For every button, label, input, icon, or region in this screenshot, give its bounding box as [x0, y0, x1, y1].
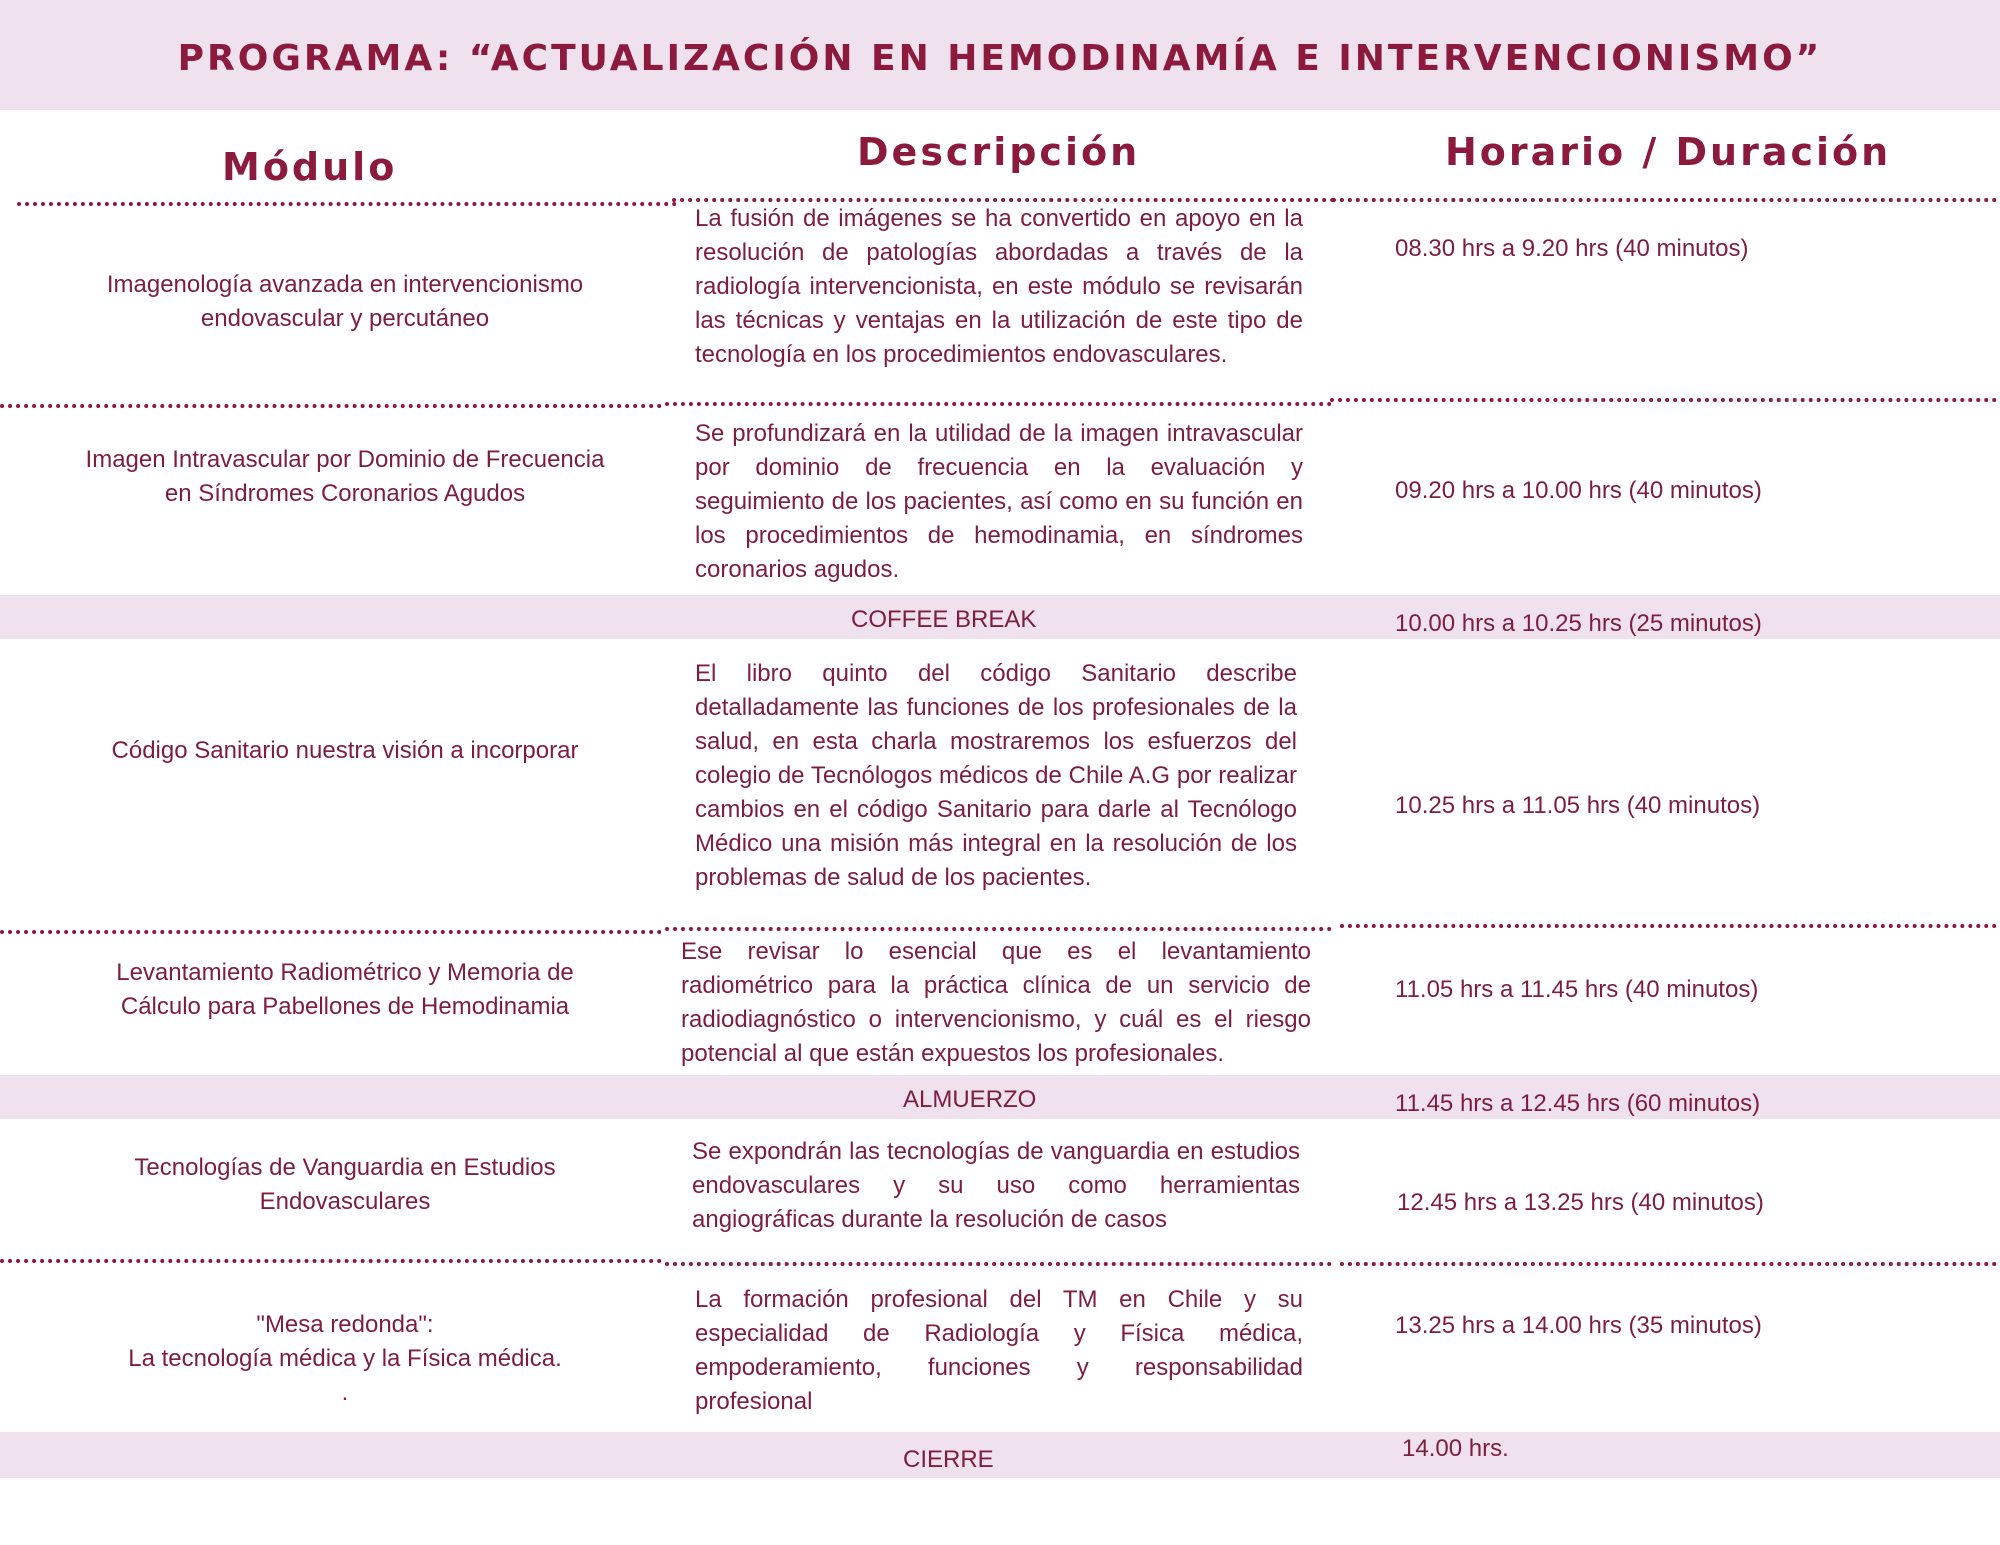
divider-header-module: [17, 202, 677, 206]
closing-band: [0, 1432, 2000, 1478]
divider-row4-module: [0, 930, 662, 934]
divider-row1-description: [665, 402, 1332, 406]
page-title: PROGRAMA: “ACTUALIZACIÓN EN HEMODINAMÍA E INTERVENCIONISMO”: [177, 38, 1823, 79]
closing-label: CIERRE: [903, 1446, 994, 1473]
module-name: Levantamiento Radiométrico y Memoria de Cálculo para Pabellones de Hemodinamia: [116, 959, 574, 1020]
module-schedule: 12.45 hrs a 13.25 hrs (40 minutos): [1397, 1189, 1764, 1216]
closing-schedule: 14.00 hrs.: [1402, 1435, 1509, 1462]
divider-header-schedule: [1332, 198, 1997, 202]
divider-row6-description: [665, 1262, 1332, 1266]
module-schedule: 13.25 hrs a 14.00 hrs (35 minutos): [1395, 1312, 1762, 1339]
module-schedule: 10.25 hrs a 11.05 hrs (40 minutos): [1395, 792, 1761, 819]
divider-row4-description: [665, 927, 1332, 931]
module-description: Ese revisar lo esencial que es el levantamiento radiométrico para la práctica clínica de un servicio de radiodiagnóstico o intervencionismo, y cuál es el riesgo potencial al que están expuestos los profesionales.: [681, 938, 1311, 1067]
module-description: Se expondrán las tecnologías de vanguardia en estudios endovasculares y su uso como herramientas angiográficas durante la resolución de casos: [692, 1138, 1300, 1233]
lunch-schedule: 11.45 hrs a 12.45 hrs (60 minutos): [1395, 1090, 1761, 1117]
module-description: La formación profesional del TM en Chile y su especialidad de Radiología y Física médica, empoderamiento, funciones y responsabilidad profesional: [695, 1286, 1303, 1415]
divider-row1-schedule: [1330, 398, 1997, 402]
module-schedule: 09.20 hrs a 10.00 hrs (40 minutos): [1395, 477, 1762, 504]
header-module: Módulo: [222, 145, 398, 189]
lunch-label: ALMUERZO: [903, 1086, 1037, 1113]
divider-row6-schedule: [1340, 1262, 1997, 1266]
divider-row1-module: [0, 404, 662, 408]
module-name: Código Sanitario nuestra visión a incorporar: [111, 737, 579, 764]
coffee-break-schedule: 10.00 hrs a 10.25 hrs (25 minutos): [1395, 610, 1762, 637]
coffee-break-label: COFFEE BREAK: [851, 606, 1037, 633]
divider-row6-module: [0, 1259, 662, 1263]
module-description: El libro quinto del código Sanitario describe detalladamente las funciones de los profesionales de la salud, en esta charla mostraremos los esfuerzos del colegio de Tecnólogos médicos de Chile A.G por realizar cambios en el código Sanitario para darle al Tecnólogo Médico una misión más integral en la resolución de los problemas de salud de los pacientes.: [695, 660, 1297, 891]
module-name: Tecnologías de Vanguardia en Estudios Endovasculares: [134, 1154, 556, 1215]
module-name: Imagen Intravascular por Dominio de Frecuencia en Síndromes Coronarios Agudos: [85, 446, 605, 507]
module-description: La fusión de imágenes se ha convertido en apoyo en la resolución de patologías abordadas a través de la radiología intervencionista, en este módulo se revisarán las técnicas y ventajas en la utilización de este tipo de tecnología en los procedimientos endovasculares.: [695, 205, 1303, 368]
module-name: Imagenología avanzada en intervencionismo endovascular y percutáneo: [106, 271, 584, 332]
module-schedule: 11.05 hrs a 11.45 hrs (40 minutos): [1395, 976, 1759, 1003]
module-name: "Mesa redonda": La tecnología médica y la Física médica. .: [128, 1311, 562, 1406]
module-schedule: 08.30 hrs a 9.20 hrs (40 minutos): [1395, 235, 1749, 262]
module-description: Se profundizará en la utilidad de la imagen intravascular por dominio de frecuencia en la evaluación y seguimiento de los pacientes, así como en su función en los procedimientos de hemodinamia, en síndromes coronarios agudos.: [695, 420, 1303, 583]
divider-row4-schedule: [1340, 924, 1997, 928]
header-description: Descripción: [857, 130, 1141, 174]
header-schedule: Horario / Duración: [1445, 130, 1892, 174]
